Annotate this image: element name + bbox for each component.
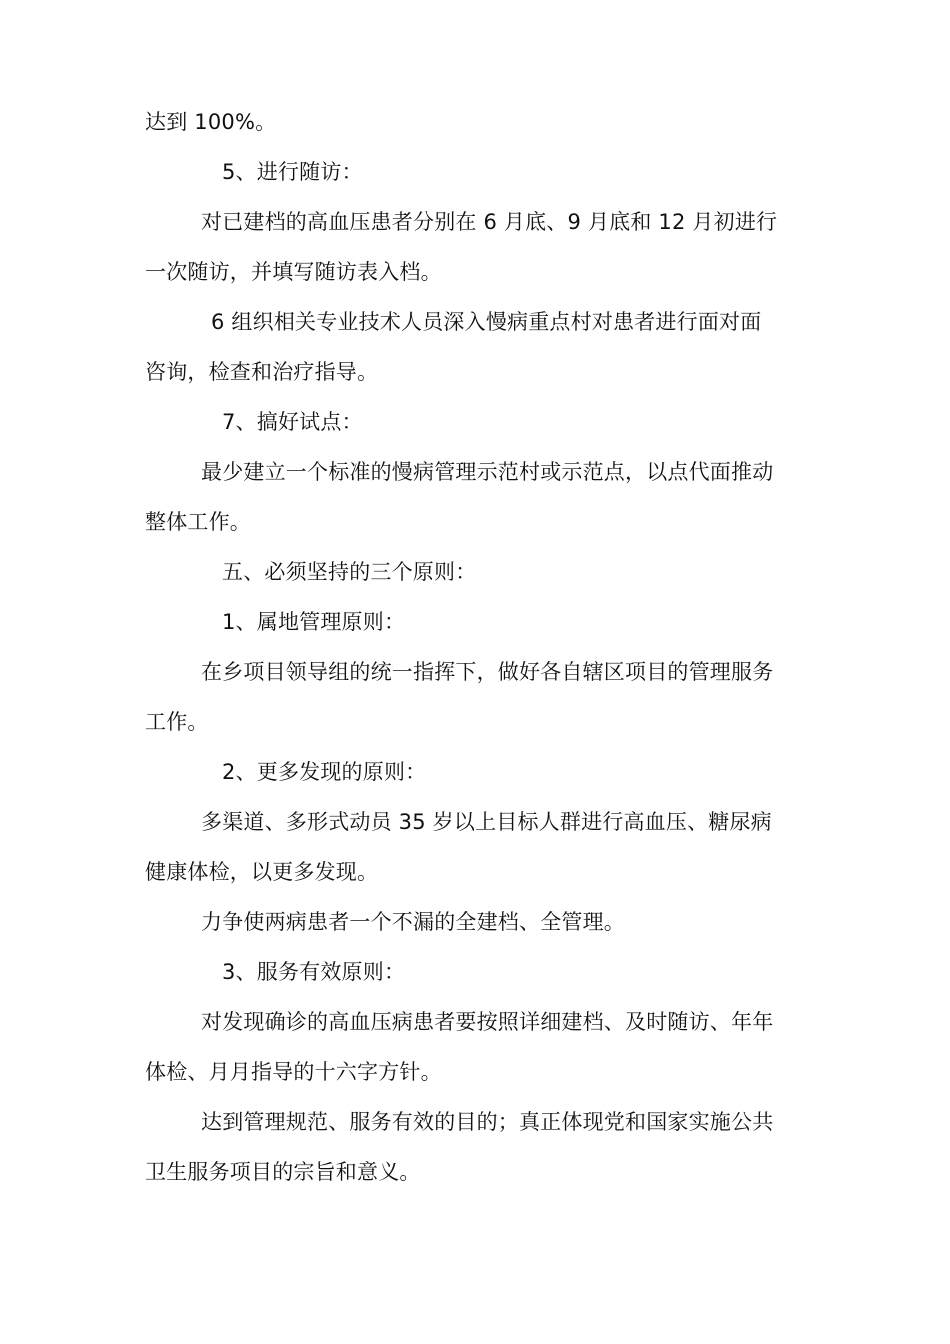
text-line-1: 达到 100%。 [145, 110, 277, 134]
paragraph-line: 体检、月月指导的十六字方针。 [145, 1060, 442, 1084]
paragraph-line: 在乡项目领导组的统一指挥下，做好各自辖区项目的管理服务 [201, 660, 774, 684]
section-heading-5: 5、进行随访： [222, 160, 363, 184]
paragraph-line: 对发现确诊的高血压病患者要按照详细建档、及时随访、年年 [201, 1010, 774, 1034]
principle-heading-2: 2、更多发现的原则： [222, 760, 427, 784]
paragraph-line: 工作。 [145, 710, 209, 734]
section-heading-7: 7、搞好试点： [222, 410, 363, 434]
paragraph-line: 整体工作。 [145, 510, 251, 534]
paragraph-line: 达到管理规范、服务有效的目的；真正体现党和国家实施公共 [201, 1110, 774, 1134]
principle-heading-1: 1、属地管理原则： [222, 610, 406, 634]
paragraph-line: 卫生服务项目的宗旨和意义。 [145, 1160, 421, 1184]
section-heading-principles: 五、必须坚持的三个原则： [222, 560, 477, 584]
paragraph-line: 对已建档的高血压患者分别在 6 月底、9 月底和 12 月初进行 [201, 210, 778, 234]
section-heading-6: 6 组织相关专业技术人员深入慢病重点村对患者进行面对面 [211, 310, 762, 334]
paragraph-line: 多渠道、多形式动员 35 岁以上目标人群进行高血压、糖尿病 [201, 810, 772, 834]
paragraph-line: 健康体检，以更多发现。 [145, 860, 379, 884]
paragraph-line: 一次随访，并填写随访表入档。 [145, 260, 442, 284]
principle-heading-3: 3、服务有效原则： [222, 960, 406, 984]
paragraph-line: 力争使两病患者一个不漏的全建档、全管理。 [201, 910, 625, 934]
paragraph-line: 咨询，检查和治疗指导。 [145, 360, 379, 384]
paragraph-line: 最少建立一个标准的慢病管理示范村或示范点，以点代面推动 [201, 460, 774, 484]
